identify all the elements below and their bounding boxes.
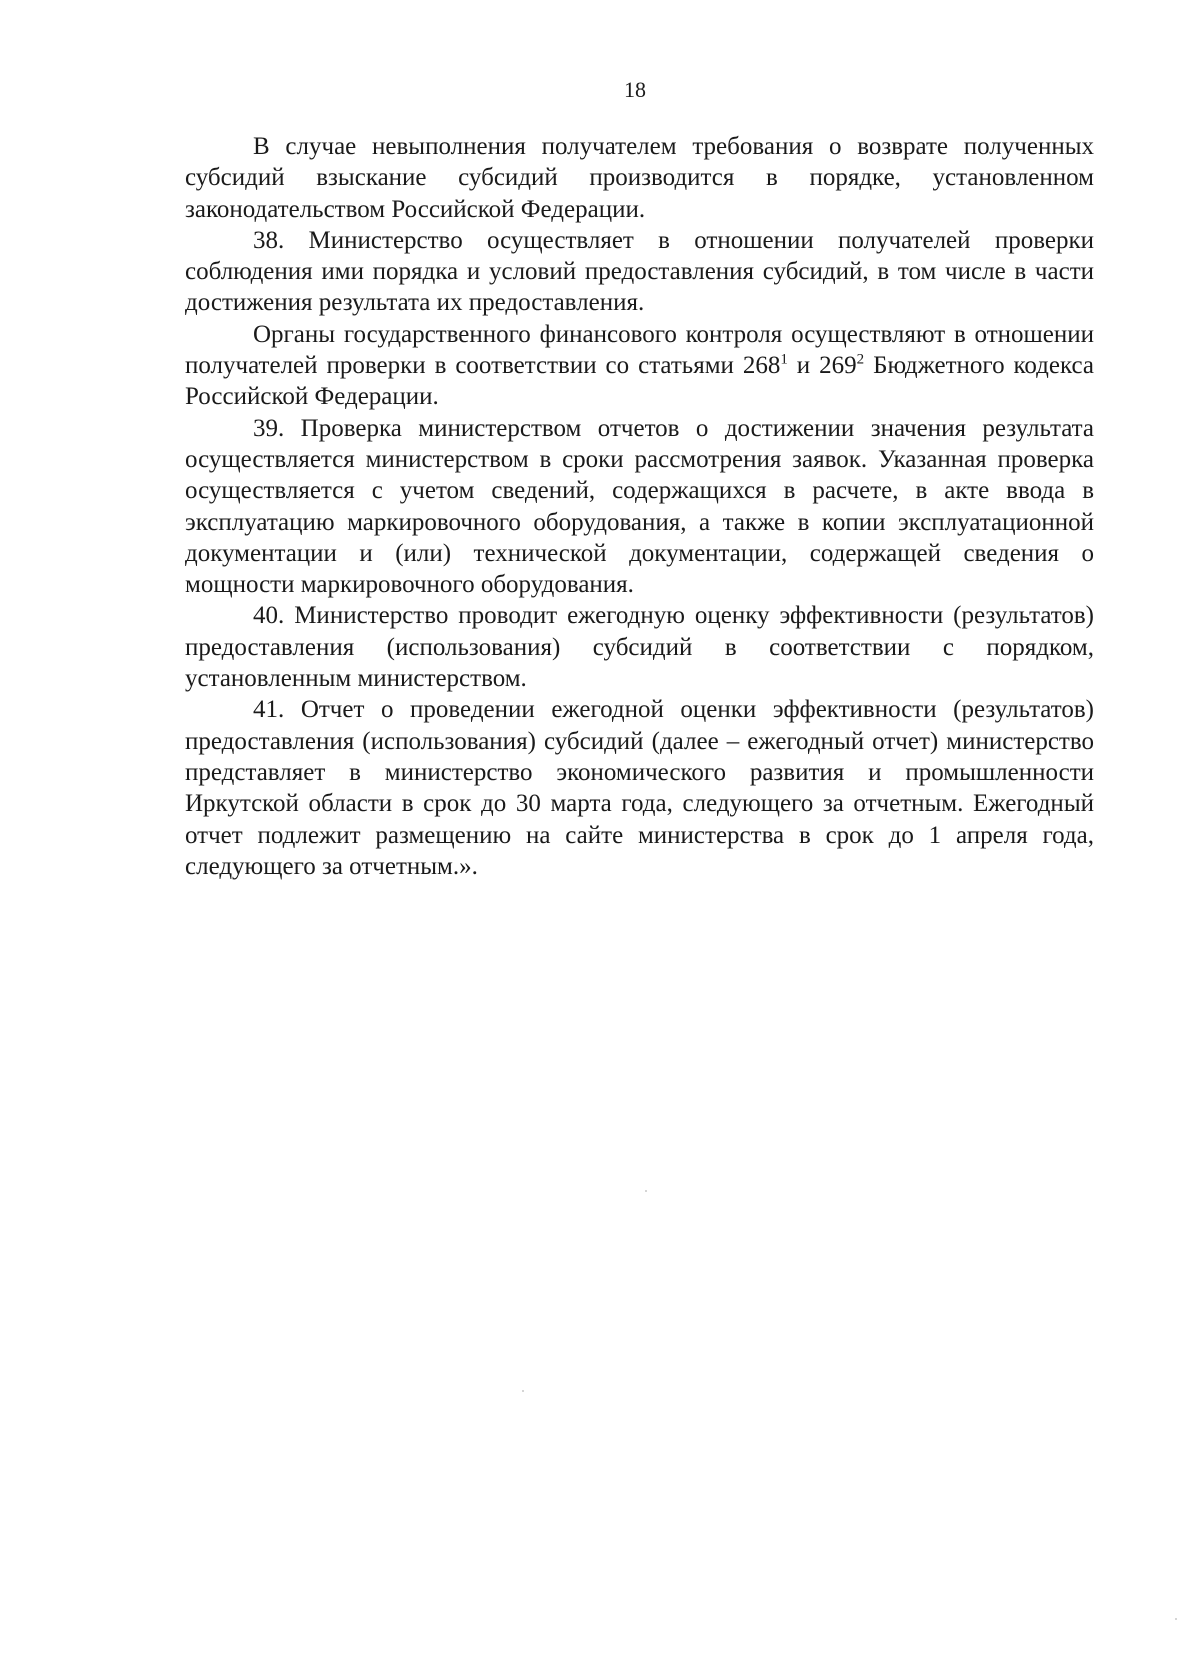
paragraph-state-financial-control-part3: Бюджетного кодекса Российской Федерации. <box>185 352 1095 411</box>
page-number: 18 <box>624 77 646 102</box>
paragraph-refund-recovery: В случае невыполнения получателем требования о возврате полученных субсидий взыскание субсидий производится в порядке, установленном законодательством Российской Федерации. <box>185 133 1094 223</box>
footnote-superscript-2: 2 <box>856 351 865 368</box>
paragraph-state-financial-control-part1: Органы государственного финансового контроля осуществляют в отношении получателей проверки в соответствии со статьями 268 <box>185 320 1094 380</box>
scan-speck <box>645 1190 647 1192</box>
paragraph-38-inspections: 38. Министерство осуществляет в отношении получателей проверки соблюдения ими порядка и условий предоставления субсидий, в том числе в части достижения результата их предоставления. <box>185 226 1094 317</box>
footnote-superscript-1: 1 <box>780 351 788 368</box>
paragraph-state-financial-control-part2: и 269 <box>787 352 857 380</box>
paragraph-41-annual-report: 41. Отчет о проведении ежегодной оценки эффективности (результатов) предоставления (использования) субсидий (далее – ежегодный отчет) министерство представляет в министерство экономического развития и промышленности Иркутской области в срок до 30 марта года, следующего за отчетным. Ежегодный отчет подлежит размещению на сайте министерства в срок до 1 апреля года, следующего за отчетным.». <box>185 696 1094 880</box>
paragraph-state-financial-control <box>185 319 1094 413</box>
scan-speck <box>522 1390 524 1392</box>
paragraph-40-annual-evaluation: 40. Министерство проводит ежегодную оценку эффективности (результатов) предоставления (использования) субсидий в соответствии с порядком, установленным министерством. <box>185 602 1094 693</box>
paragraph-39-report-check: 39. Проверка министерством отчетов о достижении значения результата осуществляется министерством в сроки рассмотрения заявок. Указанная проверка осуществляется с учетом сведений, содержащихся в расчете, в акте ввода в эксплуатацию маркировочного оборудования, а также в копии эксплуатационной документации и (или) технической документации, содержащей сведения о мощности маркировочного оборудования. <box>185 414 1094 599</box>
document-body <box>185 131 1094 882</box>
scan-speck <box>1175 1618 1177 1620</box>
